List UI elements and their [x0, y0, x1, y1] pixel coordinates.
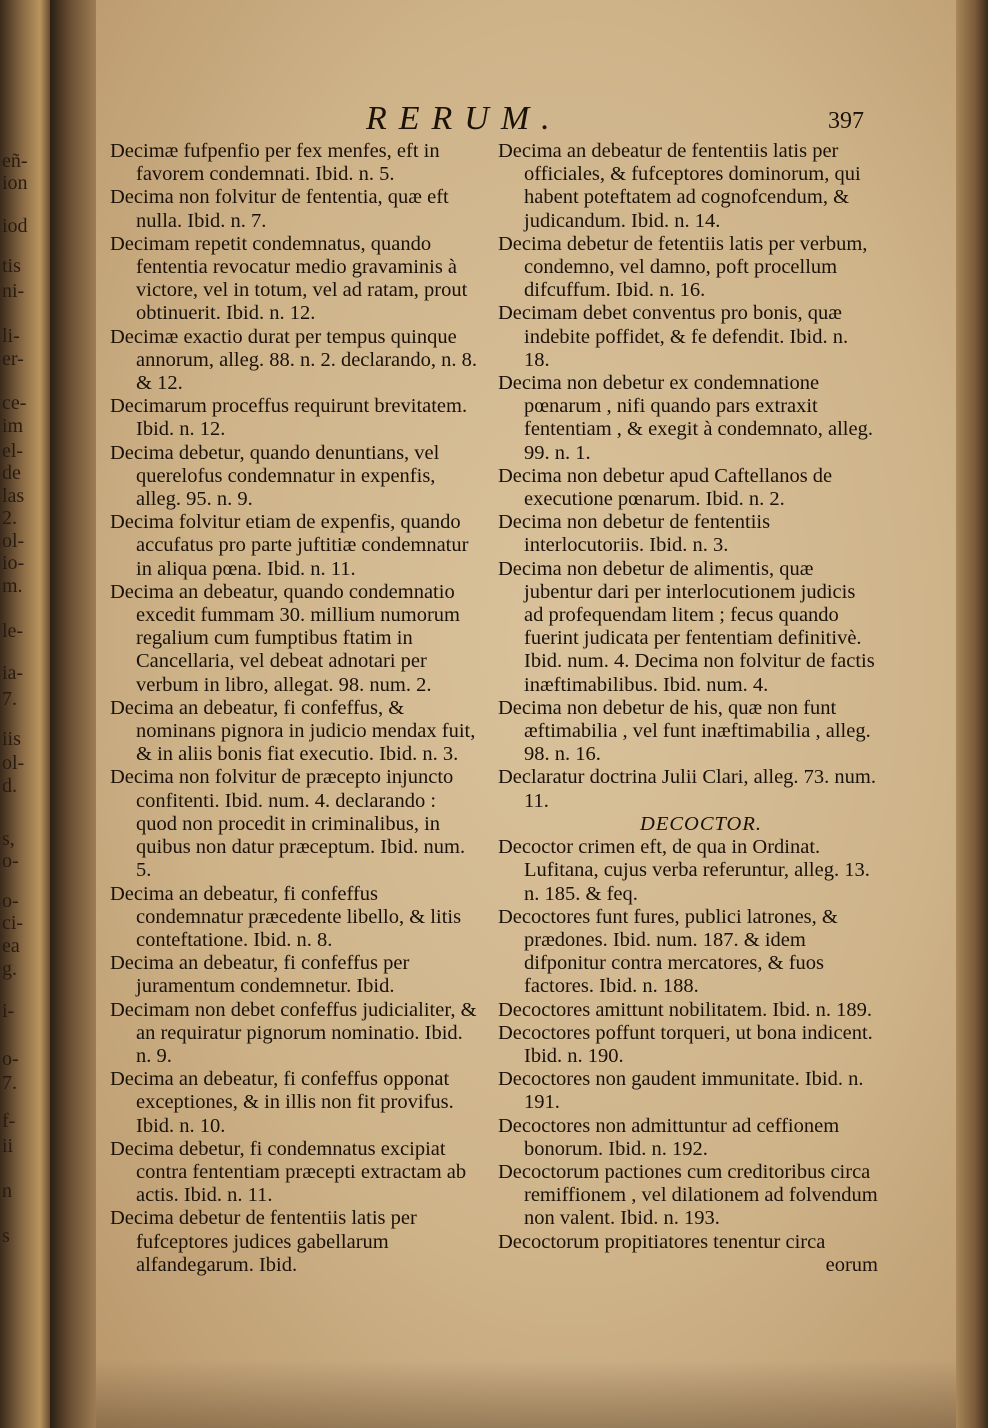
- index-entry: Decima non debetur apud Caftellanos de executione pœnarum. Ibid. n. 2.: [498, 464, 833, 511]
- catchword: eorum: [825, 1253, 878, 1276]
- index-entry: Decima an debeatur, fi confeffus opponat exceptiones, & in illis non fit provifus. Ibid. n. 10.: [110, 1068, 454, 1137]
- index-entry: Decoctores non gaudent immunitate. Ibid. n. 191.: [498, 1068, 864, 1114]
- facing-page-fragment: o-: [2, 850, 19, 872]
- facing-page-fragment: las: [2, 485, 25, 507]
- facing-page-fragment: er-: [2, 348, 24, 370]
- facing-page-fragment: 7.: [2, 1072, 17, 1094]
- index-entry: Decimam repetit condemnatus, quando fententia revocatur medio gravaminis à victore, vel in totum, vel ad ratam, prout obtinuerit. Ibid. n. 12.: [110, 232, 468, 325]
- index-column-right: [498, 140, 878, 1277]
- index-column-left: [110, 140, 482, 1277]
- facing-page-fragment: m.: [2, 575, 23, 597]
- index-entry: Decima debetur de fetentiis latis per verbum, condemno, vel damno, poft procellum difcuffum. Ibid. n. 16.: [498, 232, 868, 302]
- facing-page-fragment: im: [2, 415, 24, 437]
- book-page: [96, 0, 956, 1428]
- index-entry: Decoctorum propitiatores tenentur circa: [498, 1230, 826, 1253]
- index-entry: Decoctores poffunt torqueri, ut bona indicent. Ibid. n. 190.: [498, 1021, 873, 1067]
- page-number: 397: [828, 108, 864, 134]
- section-heading: DECOCTOR.: [640, 812, 762, 835]
- facing-page-fragment: ce-: [2, 392, 27, 414]
- facing-page-fragment: el-: [2, 440, 24, 462]
- facing-page-fragment: ia-: [2, 662, 24, 684]
- facing-page-fragment: n: [2, 1180, 12, 1202]
- index-entry: Decima non debetur de his, quæ non funt æftimabilia , vel funt inæftimabilia , alleg. 98. n. 16.: [498, 696, 871, 766]
- facing-page-fragment: ci-: [2, 912, 24, 934]
- facing-page-fragment: s,: [2, 828, 15, 850]
- index-entry: Decima an debeatur, fi confeffus, & nominans pignora in judicio mendax fuit, & in aliis bonis fiat executio. Ibid. n. 3.: [110, 696, 476, 766]
- index-entry: Declaratur doctrina Julii Clari, alleg. 73. num. 11.: [498, 766, 876, 812]
- facing-page-fragment: s: [2, 1225, 10, 1247]
- facing-page-fragment: iis: [2, 728, 21, 750]
- facing-page-fragment: ea: [2, 935, 20, 957]
- page-shadow: [96, 1360, 956, 1428]
- index-entry: Decima non folvitur de præcepto injuncto confitenti. Ibid. num. 4. declarando : quod non procedit in criminalibus, in quibus non datur præceptum. Ibid. num. 5.: [110, 766, 466, 882]
- index-entry: Decima debetur, quando denuntians, vel querelofus condemnatur in expenfis, alleg. 95. n. 9.: [110, 441, 440, 511]
- index-entry: Decima debetur de fententiis latis per fufceptores judices gabellarum alfandegarum. Ibid.: [110, 1207, 417, 1276]
- index-entry: Decima an debeatur, fi confeffus per juramentum condemnetur. Ibid.: [110, 952, 410, 998]
- index-entry: Decoctor crimen eft, de qua in Ordinat. Lufitana, cujus verba referuntur, alleg. 13. n. 185. & feq.: [498, 836, 870, 905]
- index-entry: Decima non debetur ex condemnatione pœnarum , nifi quando pars extraxit fententiam , & exegit à condemnato, alleg. 99. n. 1.: [498, 372, 873, 464]
- index-entry: Decima folvitur etiam de expenfis, quando accufatus pro parte juftitiæ condemnatur in aliqua pœna. Ibid. n. 11.: [110, 511, 469, 580]
- index-entry: Decima non folvitur de fententia, quæ eft nulla. Ibid. n. 7.: [110, 186, 449, 232]
- index-entry: Decimarum proceffus requirunt brevitatem. Ibid. n. 12.: [110, 395, 468, 441]
- facing-page-edge: [0, 0, 50, 1428]
- facing-page-fragment: tis: [2, 255, 21, 277]
- index-entry: Decima non debetur de fententiis interlocutoriis. Ibid. n. 3.: [498, 511, 771, 557]
- index-entry: Decima debetur, fi condemnatus excipiat contra fententiam præcepti extractam ab actis. Ibid. n. 11.: [110, 1137, 467, 1207]
- facing-page-fragment: f-: [2, 1110, 16, 1132]
- index-entry: Decima an debeatur de fententiis latis per officiales, & fufceptores dominorum, qui habent poteftatem ad cognofcendum, & judicandum. Ibid. n. 14.: [498, 140, 861, 232]
- facing-page-fragment: o-: [2, 1048, 19, 1070]
- page-edge: [956, 0, 988, 1428]
- facing-page-fragment: ni-: [2, 280, 25, 302]
- index-entry: Decoctores non admittuntur ad ceffionem bonorum. Ibid. n. 192.: [498, 1114, 840, 1160]
- facing-page-fragment: io-: [2, 552, 25, 574]
- facing-page-fragment: g.: [2, 958, 17, 980]
- index-entry: Decima non debetur de alimentis, quæ jubentur dari per interlocutionem judicis ad profequendam litem ; fecus quando fuerint judicata per fententiam definitivè. Ibid. num. 4. Decima non folvitur de factis inæftimabilibus. Ibid. num. 4.: [498, 557, 875, 696]
- facing-page-fragment: ol-: [2, 752, 25, 774]
- index-entry: Decimæ exactio durat per tempus quinque annorum, alleg. 88. n. 2. declarando, n. 8. & 12.: [110, 325, 478, 395]
- facing-page-fragment: 2.: [2, 507, 17, 529]
- index-entry: Decima an debeatur, quando condemnatio excedit fummam 30. millium numorum regalium cum fumptibus ftatim in Cancellaria, vel debeat adnotari per verbum in libro, allegat. 98. num. 2.: [110, 580, 460, 696]
- facing-page-fragment: ii: [2, 1135, 14, 1157]
- facing-page-fragment: de: [2, 462, 21, 484]
- facing-page-fragment: ol-: [2, 530, 25, 552]
- facing-page-fragment: i-: [2, 1000, 15, 1022]
- facing-page-fragment: li-: [2, 325, 20, 347]
- index-entry: Decima an debeatur, fi confeffus condemnatur præcedente libello, & litis conteftatione. Ibid. n. 8.: [110, 882, 462, 951]
- facing-page-fragment: eñ-: [2, 150, 28, 172]
- index-entry: Decimam non debet confeffus judicialiter, & an requiratur pignorum nominatio. Ibid. n. 9.: [110, 998, 477, 1067]
- facing-page-fragment: o-: [2, 890, 19, 912]
- index-entry: Decoctores funt fures, publici latrones, & prædones. Ibid. num. 187. & idem difponitur contra mercatores, & fuos factores. Ibid. n. 188.: [498, 905, 838, 998]
- facing-page-fragment: ion: [2, 172, 28, 194]
- index-entry: Decimam debet conventus pro bonis, quæ indebite poffidet, & fe defendit. Ibid. n. 18.: [498, 302, 849, 371]
- index-entry: Decoctorum pactiones cum creditoribus circa remiffionem , vel dilationem ad folvendum non valent. Ibid. n. 193.: [498, 1160, 878, 1230]
- facing-page-fragment: le-: [2, 620, 24, 642]
- book-gutter: [50, 0, 102, 1428]
- facing-page-fragment: d.: [2, 775, 17, 797]
- facing-page-fragment: 7.: [2, 688, 17, 710]
- index-entry: Decoctores amittunt nobilitatem. Ibid. n. 189.: [498, 998, 873, 1021]
- running-header: RERUM.: [366, 100, 562, 137]
- index-entry: Decimæ fufpenfio per fex menfes, eft in favorem condemnati. Ibid. n. 5.: [110, 140, 440, 186]
- facing-page-fragment: iod: [2, 215, 28, 237]
